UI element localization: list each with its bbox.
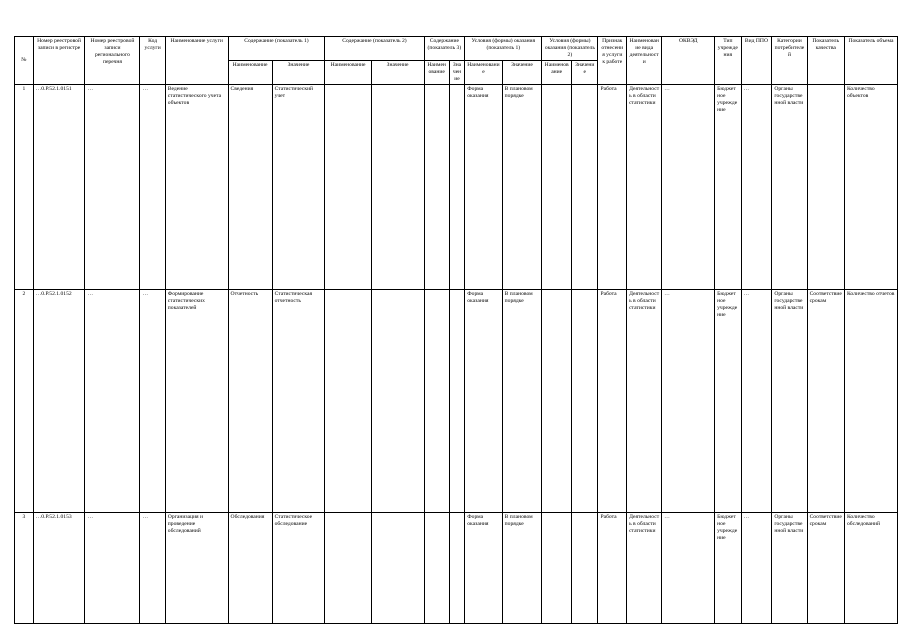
registry-table <box>14 36 898 624</box>
header-content3: Содержание (показатель 3) <box>424 37 465 61</box>
header-reg-no-region: Номер реестровой записи регионального перечня <box>85 37 140 85</box>
cell-type: Бюджетное учреждение <box>715 84 741 289</box>
header-cond1-name: Наименование <box>465 60 502 84</box>
cell-name: Организация и проведение обследований <box>165 512 228 623</box>
cell-c3-value <box>449 512 464 623</box>
cell-c1-name: Отчетность <box>228 289 272 512</box>
cell-okved: … <box>662 512 715 623</box>
cell-cond1-value: В плановом порядке <box>502 84 542 289</box>
cell-quality <box>807 84 844 289</box>
cell-category: Органы государственной власти <box>772 289 807 512</box>
header-reg-no: Номер реестровой записи в регистре <box>33 37 85 85</box>
cell-c3-value <box>449 84 464 289</box>
cell-field: Деятельность в области статистики <box>627 512 662 623</box>
cell-c2-name <box>325 512 371 623</box>
cell-cond2-value <box>572 289 598 512</box>
cell-c3-name <box>424 289 449 512</box>
cell-ppo: … <box>741 289 772 512</box>
header-cond2-value: Значение <box>572 60 598 84</box>
cell-type: Бюджетное учреждение <box>715 512 741 623</box>
cell-quality: Соответствие срокам <box>807 512 844 623</box>
table-row <box>15 512 898 623</box>
header-content2: Содержание (показатель 2) <box>325 37 424 61</box>
cell-cond1-value: В плановом порядке <box>502 289 542 512</box>
cell-cond2-name <box>542 84 572 289</box>
header-cond1-value: Значение <box>502 60 542 84</box>
cell-category: Органы государственной власти <box>772 512 807 623</box>
cell-code: … <box>140 84 165 289</box>
header-content1-value: Значение <box>272 60 325 84</box>
cell-c1-name: Сведения <box>228 84 272 289</box>
cell-volume: Количество обследований <box>844 512 897 623</box>
cell-c1-value: Статистическое обследование <box>272 512 325 623</box>
cell-no: 2 <box>15 289 34 512</box>
cell-reg-no: …0.Р.52.1.0152 <box>33 289 85 512</box>
cell-field: Деятельность в области статистики <box>627 289 662 512</box>
cell-sign: Работа <box>598 84 627 289</box>
header-no: № <box>15 37 34 85</box>
cell-reg-no-region: … <box>85 84 140 289</box>
table-row <box>15 84 898 289</box>
cell-c1-name: Обследования <box>228 512 272 623</box>
table-row <box>15 289 898 512</box>
cell-ppo: … <box>741 512 772 623</box>
cell-field: Деятельность в области статистики <box>627 84 662 289</box>
cell-cond1-value: В плановом порядке <box>502 512 542 623</box>
header-code: Код услуги <box>140 37 165 85</box>
header-quality: Показатель качества <box>807 37 844 85</box>
header-content3-value: Значение <box>449 60 464 84</box>
cell-c1-value: Статистический учет <box>272 84 325 289</box>
cell-reg-no: …0.Р.52.1.0151 <box>33 84 85 289</box>
header-sign: Признак отнесения услуги к работе <box>598 37 627 85</box>
cell-code: … <box>140 512 165 623</box>
cell-cond1-name: Форма оказания <box>465 84 502 289</box>
cell-quality: Соответствие срокам <box>807 289 844 512</box>
cell-ppo: … <box>741 84 772 289</box>
cell-c2-value <box>371 289 424 512</box>
cell-cond2-name <box>542 512 572 623</box>
cell-c3-name <box>424 84 449 289</box>
header-content1-name: Наименование <box>228 60 272 84</box>
cell-cond1-name: Форма оказания <box>465 512 502 623</box>
header-content2-value: Значение <box>371 60 424 84</box>
cell-sign: Работа <box>598 289 627 512</box>
cell-c2-name <box>325 84 371 289</box>
table-header <box>15 37 898 85</box>
cell-no: 1 <box>15 84 34 289</box>
cell-reg-no-region: … <box>85 512 140 623</box>
cell-reg-no-region: … <box>85 289 140 512</box>
cell-volume: Количество отчетов <box>844 289 897 512</box>
cell-c2-value <box>371 84 424 289</box>
cell-no: 3 <box>15 512 34 623</box>
cell-volume: Количество объектов <box>844 84 897 289</box>
cell-category: Органы государственной власти <box>772 84 807 289</box>
header-volume: Показатель объема <box>844 37 897 85</box>
header-content2-name: Наименование <box>325 60 371 84</box>
registry-document <box>14 36 898 632</box>
header-cond1: Условия (формы) оказания (показатель 1) <box>465 37 542 61</box>
cell-name: Ведение статистического учета объектов <box>165 84 228 289</box>
cell-okved: … <box>662 289 715 512</box>
cell-c3-name <box>424 512 449 623</box>
header-field: Наименование вида деятельности <box>627 37 662 85</box>
cell-reg-no: …0.Р.52.1.0153 <box>33 512 85 623</box>
table-body <box>15 84 898 623</box>
header-okved: ОКВЭД <box>662 37 715 85</box>
cell-c3-value <box>449 289 464 512</box>
cell-cond2-name <box>542 289 572 512</box>
header-content1: Содержание (показатель 1) <box>228 37 325 61</box>
header-cond2: Условия (формы) оказания (показатель 2) <box>542 37 598 61</box>
cell-sign: Работа <box>598 512 627 623</box>
cell-cond2-value <box>572 84 598 289</box>
cell-code: … <box>140 289 165 512</box>
cell-c2-name <box>325 289 371 512</box>
header-content3-name: Наименование <box>424 60 449 84</box>
cell-c2-value <box>371 512 424 623</box>
header-cond2-name: Наименование <box>542 60 572 84</box>
header-name: Наименование услуги <box>165 37 228 85</box>
cell-cond2-value <box>572 512 598 623</box>
cell-cond1-name: Форма оказания <box>465 289 502 512</box>
cell-okved: … <box>662 84 715 289</box>
cell-c1-value: Статистическая отчетность <box>272 289 325 512</box>
cell-name: Формирование статистических показателей <box>165 289 228 512</box>
header-category: Категории потребителей <box>772 37 807 85</box>
header-ppo: Вид ППО <box>741 37 772 85</box>
cell-type: Бюджетное учреждение <box>715 289 741 512</box>
header-type: Тип учреждения <box>715 37 741 85</box>
